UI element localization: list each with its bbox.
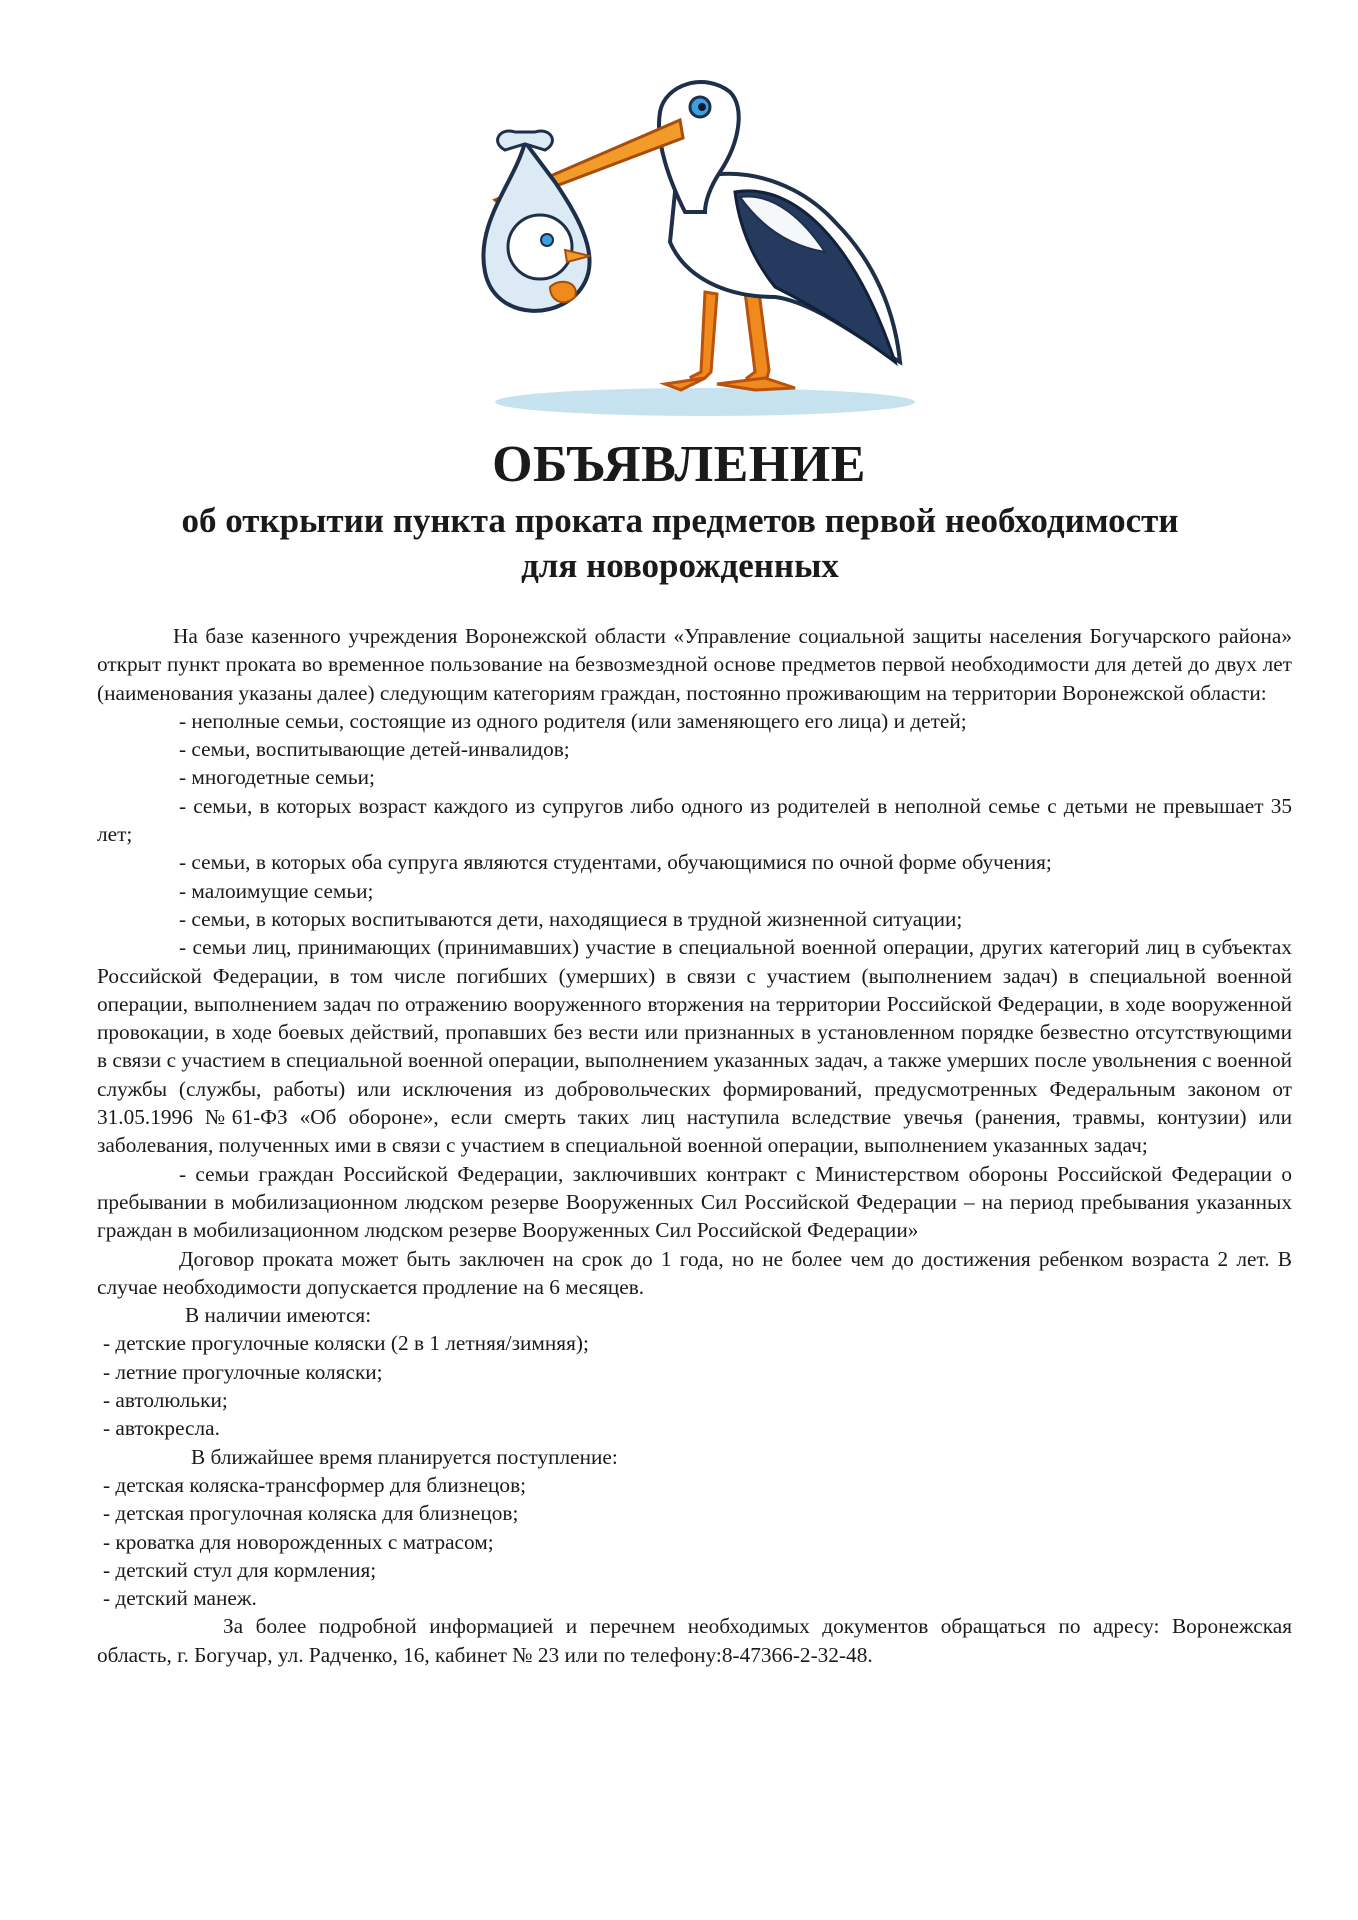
ground-shadow	[495, 388, 915, 416]
page-subtitle	[90, 498, 1270, 588]
announcement-body	[97, 622, 1292, 1669]
baby-chick-head	[508, 215, 572, 279]
available-item: - автокресла.	[103, 1416, 220, 1441]
planned-item: - детская прогулочная коляска для близнецов;	[103, 1501, 519, 1526]
intro-paragraph: На базе казенного учреждения Воронежской области «Управление социальной защиты населения Богучарского района» открыт пункт проката во временное пользование на безвозмездной основе предметов первой необходимости для детей до двух лет (наименования указаны далее) следующим категориям граждан, постоянно проживающим на территории Воронежской области:	[97, 624, 1292, 705]
planned-item: - детский манеж.	[103, 1586, 257, 1611]
category-item: - семьи граждан Российской Федерации, заключивших контракт с Министерством обороны Российской Федерации о пребывании в мобилизационном людском резерве Вооруженных Сил Российской Федерации – на период пребывания указанных граждан в мобилизационном людском резерве Вооруженных Сил Российской Федерации»	[97, 1161, 1292, 1243]
planned-item: - детский стул для кормления;	[103, 1557, 377, 1582]
contact-paragraph: За более подробной информацией и перечнем необходимых документов обращаться по адресу: Воронежская область, г. Богучар, ул. Радченко, 16, кабинет № 23 или по телефону:8-47366-2-32-48.	[97, 1614, 1292, 1667]
available-heading: В наличии имеются:	[185, 1303, 372, 1328]
planned-item: - кроватка для новорожденных с матрасом;	[103, 1529, 494, 1554]
category-item: - малоимущие семьи;	[179, 878, 374, 903]
category-item: - семьи, в которых оба супруга являются студентами, обучающимися по очной форме обучения;	[179, 850, 1052, 875]
category-item: - семьи, в которых воспитываются дети, находящиеся в трудной жизненной ситуации;	[179, 906, 963, 931]
available-item: - детские прогулочные коляски (2 в 1 летняя/зимняя);	[103, 1331, 589, 1356]
planned-item: - детская коляска-трансформер для близнецов;	[103, 1472, 527, 1497]
page-title: ОБЪЯВЛЕНИЕ	[492, 436, 866, 493]
category-item: - многодетные семьи;	[179, 765, 375, 790]
category-item: - семьи, в которых возраст каждого из супругов либо одного из родителей в неполной семье с детьми не превышает 35 лет;	[97, 793, 1292, 847]
contract-paragraph: Договор проката может быть заключен на срок до 1 года, но не более чем до достижения ребенком возраста 2 лет. В случае необходимости допускается продление на 6 месяцев.	[97, 1246, 1292, 1299]
category-item: - неполные семьи, состоящие из одного родителя (или заменяющего его лица) и детей;	[179, 708, 967, 733]
category-item: - семьи, воспитывающие детей-инвалидов;	[179, 737, 570, 762]
stork-illustration	[455, 72, 935, 422]
subtitle-line-1: об открытии пункта проката предметов первой необходимости	[181, 501, 1179, 540]
category-item: - семьи лиц, принимающих (принимавших) участие в специальной военной операции, других категорий лиц в субъектах Российской Федерации, в том числе погибших (умерших) в связи с участием (выполнением задач) в специальной военной операции, выполнением задач по отражению вооруженного вторжения на территории Российской Федерации, в ходе вооруженной провокации, в ходе боевых действий, пропавших без вести или признанных в установленном порядке безвестно отсутствующими в связи с участием в специальной военной операции, выполнением указанных задач, а также умерших после увольнения с военной службы (службы, работы) или исключения из добровольческих формирований, предусмотренных Федеральным законом от 31.05.1996 №61-ФЗ «Об обороне», если смерть таких лиц наступила вследствие увечья (ранения, травмы, контузии) или заболевания, полученных ими в связи с участием в специальной военной операции, выполнением указанных задач;	[97, 935, 1292, 1158]
available-item: - летние прогулочные коляски;	[103, 1359, 383, 1384]
planned-heading: В ближайшее время планируется поступление:	[191, 1444, 618, 1469]
available-item: - автолюльки;	[103, 1388, 228, 1413]
subtitle-line-2: для новорожденных	[521, 546, 839, 585]
stork-legs	[665, 292, 795, 390]
